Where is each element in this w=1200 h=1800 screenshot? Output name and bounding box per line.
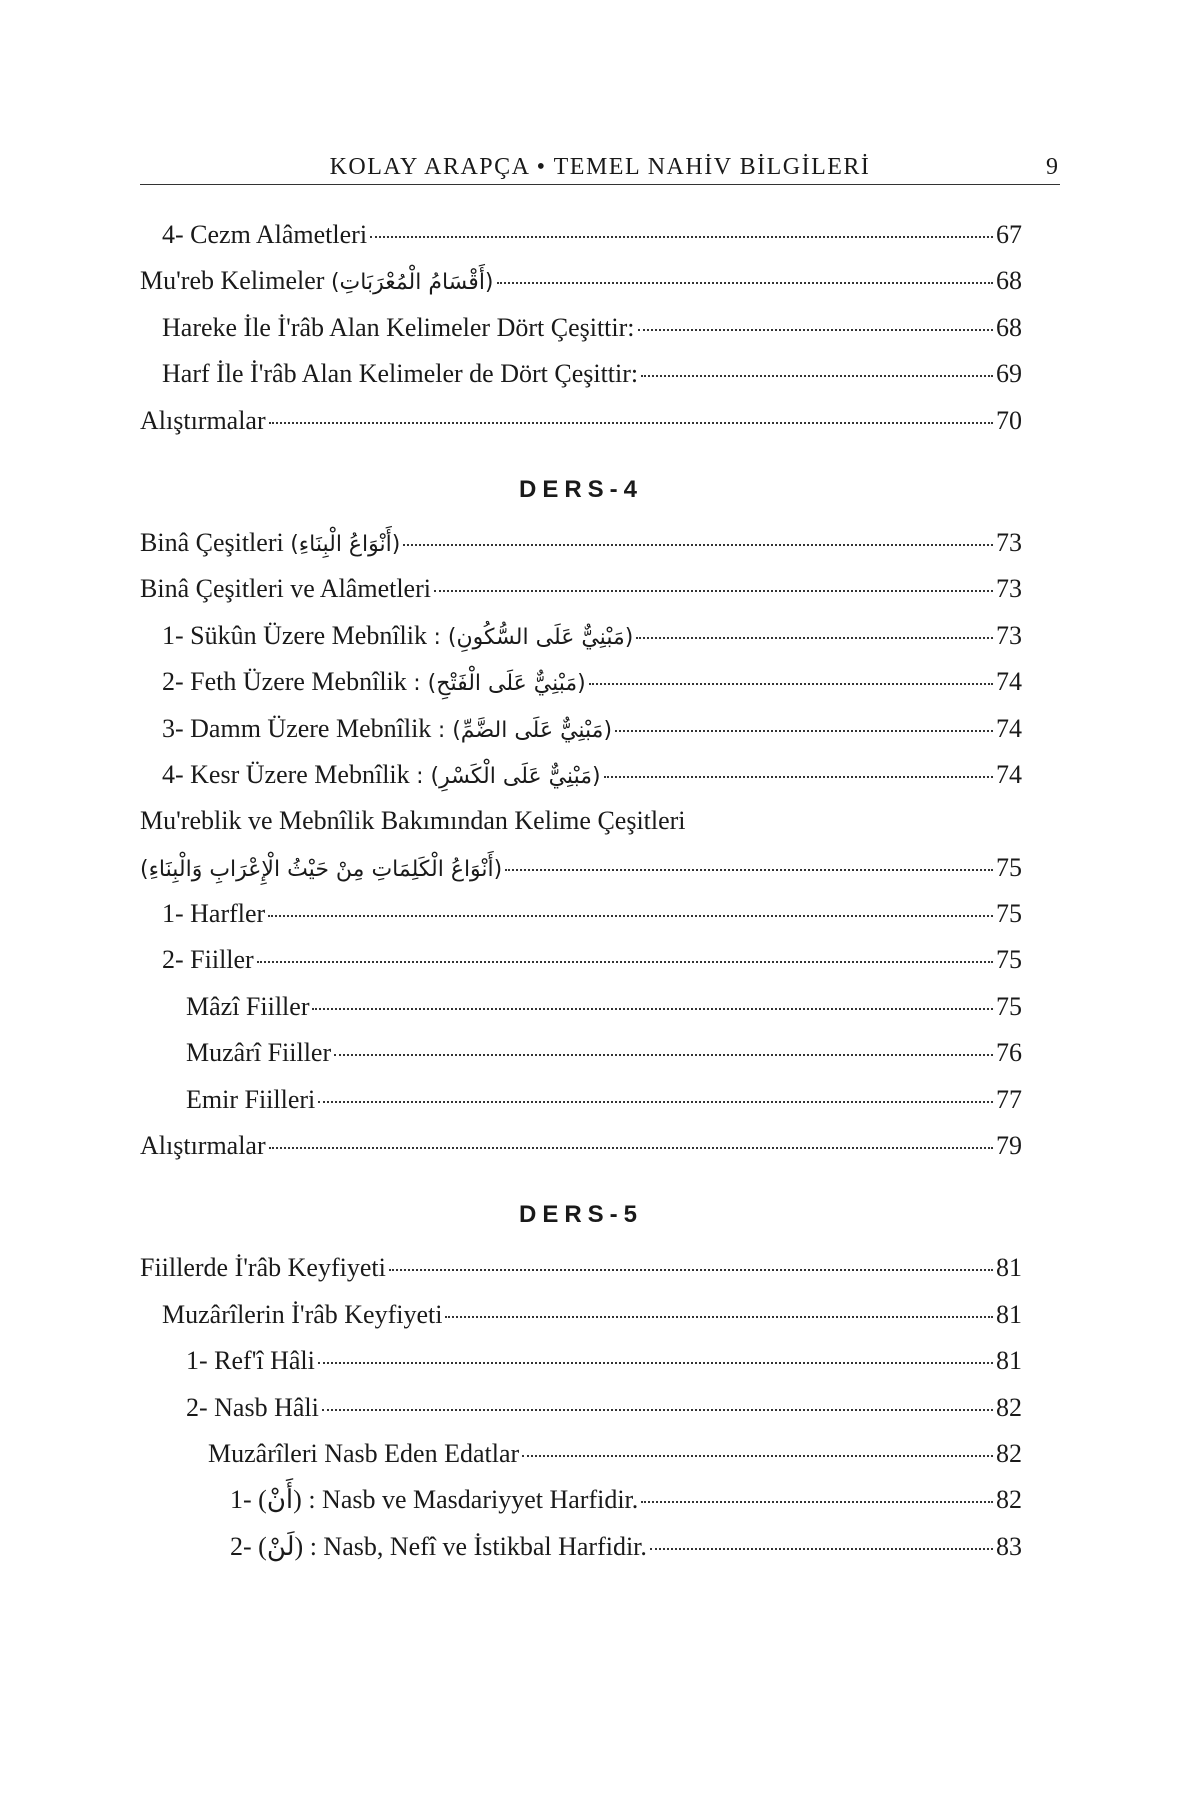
toc-entry-title: 4- Kesr Üzere Mebnîlik [162, 759, 417, 789]
toc-entry-title: 2- Feth Üzere Mebnîlik [162, 667, 414, 697]
dot-leader [445, 1315, 993, 1318]
toc-entry-label [140, 1131, 266, 1161]
toc-entry-arabic-term: (أَقْسَامُ الْمُعْرَبَاتِ) [330, 270, 494, 296]
toc-entry [140, 1253, 1022, 1299]
dot-leader [389, 1268, 993, 1271]
toc-entry-label [162, 760, 601, 790]
table-of-contents [140, 220, 1022, 1578]
toc-entry-page-number: 73 [996, 574, 1022, 604]
toc-entry-label [162, 1300, 442, 1330]
dot-leader [604, 775, 993, 778]
toc-entry-title: 2- Fiiller [162, 945, 254, 975]
toc-entry-title: Fiillerde İ'râb Keyfiyeti [140, 1253, 386, 1283]
toc-entry [140, 853, 1022, 899]
toc-entry-title: Muzârîlerin İ'râb Keyfiyeti [162, 1299, 443, 1329]
toc-entry-page-number: 75 [996, 899, 1022, 929]
toc-entry-title: 2- Nasb Hâli [186, 1392, 319, 1422]
dot-leader [268, 914, 993, 917]
toc-entry-label [162, 359, 638, 389]
dot-leader [370, 235, 993, 238]
toc-entry [140, 992, 1022, 1038]
toc-entry-title: 2- (لَنْ) : Nasb, Nefî ve İstikbal Harfidir. [230, 1531, 647, 1561]
toc-entry [140, 714, 1022, 760]
dot-leader [403, 543, 993, 546]
toc-entry [140, 406, 1022, 452]
toc-entry [140, 1439, 1022, 1485]
toc-entry-label [162, 621, 633, 651]
toc-entry-label [140, 528, 400, 558]
dot-leader [322, 1408, 993, 1411]
toc-entry-label [186, 1085, 315, 1115]
toc-entry-arabic-term: (أَنْوَاعُ الْكَلِمَاتِ مِنْ حَيْثُ الْإِعْرَابِ وَالْبِنَاءِ) [140, 856, 503, 882]
toc-entry [140, 1300, 1022, 1346]
toc-entry-title: Alıştırmalar [140, 1131, 266, 1161]
toc-entry-page-number: 73 [996, 527, 1022, 557]
toc-entry-arabic-term: (أَنْوَاعُ الْبِنَاءِ) [290, 531, 401, 557]
toc-entry [140, 621, 1022, 667]
toc-entry [140, 899, 1022, 945]
toc-entry-page-number: 75 [996, 852, 1022, 882]
toc-entry-title: Mu'reblik ve Mebnîlik Bakımından Kelime Çeşitleri [140, 806, 686, 836]
toc-entry-label [162, 714, 612, 744]
toc-entry-label [140, 574, 431, 604]
toc-entry-label [162, 220, 367, 250]
toc-entry-page-number: 81 [996, 1299, 1022, 1329]
toc-entry [140, 1085, 1022, 1131]
toc-entry-label [162, 899, 265, 929]
toc-entry-page-number: 77 [996, 1084, 1022, 1114]
dot-leader [641, 1500, 993, 1503]
toc-entry-title: Muzârîleri Nasb Eden Edatlar [208, 1438, 520, 1468]
toc-entry-title: 1- Harfler [162, 899, 266, 929]
dot-leader [434, 589, 993, 592]
section-heading-ders-4: DERS-4 [518, 475, 644, 503]
toc-entry [140, 220, 1022, 266]
toc-entry-page-number: 74 [996, 713, 1022, 743]
toc-entry-label [230, 1532, 647, 1562]
toc-entry [140, 667, 1022, 713]
section-heading-ders-5: DERS-5 [518, 1201, 644, 1229]
toc-entry-page-number: 70 [996, 405, 1022, 435]
toc-entry-label [186, 1393, 319, 1423]
toc-entry-title: 3- Damm Üzere Mebnîlik [162, 713, 438, 743]
toc-entry-label [162, 945, 254, 975]
running-title: KOLAY ARAPÇA • TEMEL NAHİV BİLGİLERİ [329, 154, 871, 180]
toc-entry [140, 359, 1022, 405]
toc-entry-page-number: 68 [996, 266, 1022, 296]
dot-leader [318, 1100, 993, 1103]
dot-leader [497, 281, 993, 284]
toc-entry-page-number: 79 [996, 1131, 1022, 1161]
dot-leader [641, 374, 993, 377]
toc-entry-title: 1- Sükûn Üzere Mebnîlik [162, 620, 434, 650]
toc-entry-title: Mâzî Fiiller [186, 991, 310, 1021]
toc-entry-page-number: 75 [996, 945, 1022, 975]
toc-entry [140, 1131, 1022, 1177]
toc-entry-title: Hareke İle İ'râb Alan Kelimeler Dört Çeşittir: [162, 312, 635, 342]
toc-entry-arabic-term: (مَبْنِيٌّ عَلَى الْكَسْرِ) : [416, 763, 601, 789]
dot-leader [269, 1146, 993, 1149]
toc-entry-label [162, 667, 586, 697]
toc-entry-label [140, 806, 686, 836]
dot-leader [269, 421, 993, 424]
toc-group-ders-4 [140, 528, 1022, 1177]
dot-leader [318, 1361, 993, 1364]
toc-entry-title: 4- Cezm Alâmetleri [162, 220, 368, 249]
toc-entry-label [230, 1485, 638, 1515]
dot-leader [257, 960, 993, 963]
toc-entry-page-number: 81 [996, 1346, 1022, 1376]
toc-entry-title: 1- Ref'î Hâli [186, 1346, 315, 1376]
toc-entry [140, 1038, 1022, 1084]
toc-entry-page-number: 74 [996, 759, 1022, 789]
dot-leader [505, 868, 993, 871]
toc-entry-title: Muzârî Fiiller [186, 1038, 332, 1068]
toc-entry-page-number: 82 [996, 1392, 1022, 1422]
toc-entry-title: 1- (أَنْ) : Nasb ve Masdariyyet Harfidir. [230, 1485, 639, 1515]
toc-entry [140, 1485, 1022, 1531]
toc-entry-page-number: 82 [996, 1485, 1022, 1515]
toc-entry-title: Binâ Çeşitleri [140, 527, 291, 557]
toc-entry-arabic-term: (مَبْنِيٌّ عَلَى الْفَتْحِ) : [413, 671, 586, 697]
toc-entry [140, 528, 1022, 574]
dot-leader [636, 636, 993, 639]
toc-entry-page-number: 82 [996, 1438, 1022, 1468]
toc-entry-label [186, 992, 309, 1022]
toc-entry [140, 1393, 1022, 1439]
dot-leader [522, 1454, 993, 1457]
toc-entry-page-number: 73 [996, 620, 1022, 650]
toc-entry-label [186, 1346, 315, 1376]
toc-entry [140, 760, 1022, 806]
toc-entry-label [186, 1038, 331, 1068]
toc-entry [140, 266, 1022, 312]
page-number: 9 [1046, 154, 1058, 180]
toc-entry [140, 574, 1022, 620]
toc-entry [140, 313, 1022, 359]
dot-leader [638, 328, 993, 331]
dot-leader [615, 729, 993, 732]
toc-entry [140, 945, 1022, 991]
dot-leader [589, 682, 993, 685]
toc-entry-page-number: 81 [996, 1253, 1022, 1283]
toc-entry [140, 806, 1022, 852]
toc-entry-title: Binâ Çeşitleri ve Alâmetleri [140, 574, 431, 604]
toc-entry-label [140, 853, 502, 883]
toc-entry [140, 1532, 1022, 1578]
toc-group-continued [140, 220, 1022, 452]
toc-entry-title: Harf İle İ'râb Alan Kelimeler de Dört Çeşittir: [162, 359, 639, 389]
toc-entry-title: Alıştırmalar [140, 405, 266, 435]
dot-leader [650, 1547, 993, 1550]
running-header [140, 150, 1060, 185]
toc-entry-page-number: 67 [996, 220, 1022, 249]
toc-entry-arabic-term: (مَبْنِيٌّ عَلَى الضَّمِّ) : [437, 717, 613, 743]
toc-entry-page-number: 75 [996, 991, 1022, 1021]
toc-group-ders-5 [140, 1253, 1022, 1578]
toc-entry-title: Mu'reb Kelimeler [140, 266, 331, 296]
toc-entry-label [140, 266, 494, 296]
toc-entry-page-number: 83 [996, 1531, 1022, 1561]
toc-entry [140, 1346, 1022, 1392]
toc-entry-label [140, 406, 266, 436]
toc-entry-label [208, 1439, 519, 1469]
toc-entry-page-number: 68 [996, 312, 1022, 342]
toc-entry-page-number: 76 [996, 1038, 1022, 1068]
dot-leader [334, 1053, 993, 1056]
toc-entry-label [140, 1253, 386, 1283]
toc-entry-page-number: 69 [996, 359, 1022, 389]
toc-entry-title: Emir Fiilleri [186, 1084, 316, 1114]
toc-entry-label [162, 313, 635, 343]
toc-entry-page-number: 74 [996, 667, 1022, 697]
toc-entry-arabic-term: (مَبْنِيٌّ عَلَى السُّكُونِ) : [433, 624, 634, 650]
dot-leader [312, 1007, 993, 1010]
